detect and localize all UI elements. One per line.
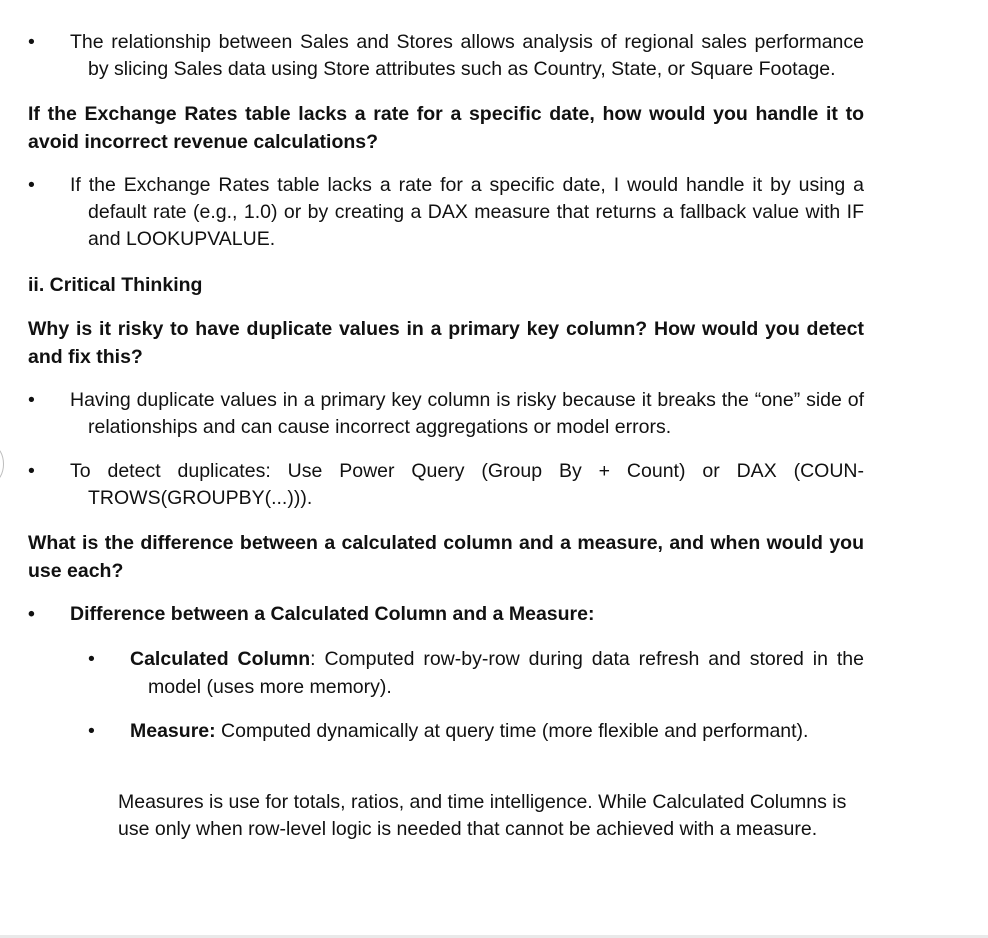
- bullet-dot: •: [28, 389, 35, 411]
- bullet-exchange-rates-answer: [28, 172, 864, 253]
- bullet-text-line1: To detect duplicates: Use Power Query (Group By + Count) or DAX (COUN-: [70, 460, 864, 482]
- bullet-detect-duplicates: [28, 458, 864, 512]
- question-calculated-column-vs-measure: What is the difference between a calculated column and a measure, and when would you use each?: [28, 532, 864, 582]
- question-primary-key: Why is it risky to have duplicate values in a primary key column? How would you detect and fix this?: [28, 318, 864, 368]
- bullet-text: Difference between a Calculated Column and a Measure:: [70, 603, 595, 625]
- bullet-text: Computed dynamically at query time (more flexible and performant).: [215, 720, 809, 742]
- bullet-label: Measure:: [130, 720, 216, 742]
- bullet-dot: •: [88, 720, 95, 742]
- bullet-text-line2: TROWS(GROUPBY(...))).: [88, 487, 313, 509]
- section-heading-critical-thinking: ii. Critical Thinking: [28, 274, 203, 296]
- paragraph-usage-summary: Measures is use for totals, ratios, and time intelligence. While Calculated Columns is use only when row-level logic is needed that cannot be achieved with a measure.: [118, 791, 847, 840]
- bullet-dot: •: [28, 174, 35, 196]
- question-exchange-rates: If the Exchange Rates table lacks a rate for a specific date, how would you handle it to avoid incorrect revenue calculations?: [28, 103, 864, 153]
- bullet-label: Calculated Column: [130, 648, 311, 670]
- bullet-text: The relationship between Sales and Stores allows analysis of regional sales performance by slicing Sales data using Store attributes such as Country, State, or Square Footage.: [70, 31, 864, 80]
- bullet-dot: •: [28, 31, 35, 53]
- bullet-relationship: [28, 29, 864, 83]
- bullet-duplicates-risk: [28, 387, 864, 441]
- bullet-dot: •: [28, 603, 35, 625]
- bullet-difference-heading: [28, 601, 864, 628]
- bullet-calculated-column: [88, 645, 865, 701]
- bullet-dot: •: [88, 648, 95, 670]
- bullet-dot: •: [28, 460, 35, 482]
- bullet-text: : Computed row-by-row during data refresh and stored in the model (uses more memory).: [148, 648, 865, 698]
- bullet-measure: [88, 718, 864, 745]
- edge-handle[interactable]: [0, 446, 4, 482]
- bullet-text: If the Exchange Rates table lacks a rate for a specific date, I would handle it by using a default rate (e.g., 1.0) or by creating a DAX measure that returns a fallback value with IF and LOOKUPVALUE.: [70, 174, 864, 250]
- bullet-text: Having duplicate values in a primary key column is risky because it breaks the “one” side of relationships and can cause incorrect aggregations or model errors.: [70, 389, 864, 438]
